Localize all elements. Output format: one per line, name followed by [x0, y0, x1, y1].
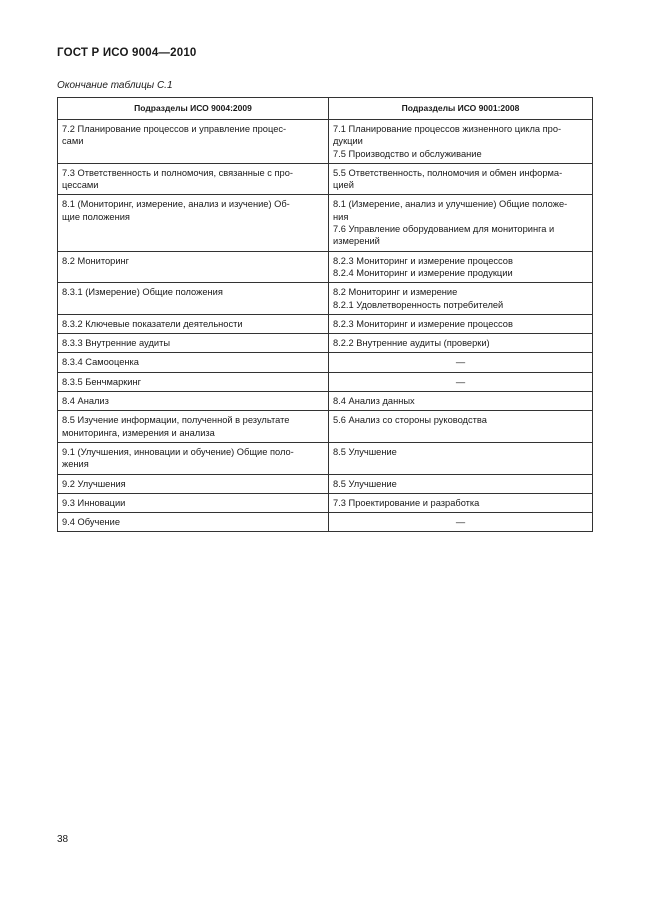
cell-text-line: 8.2.1 Удовлетворенность потребителей — [333, 299, 504, 310]
cell-text-line: 9.2 Улучшения — [62, 478, 126, 489]
cell-iso9004-subclause — [58, 195, 329, 251]
cell-iso9001-subclause — [329, 392, 593, 411]
cell-text-line: 8.1 (Измерение, анализ и улучшение) Общие положе- — [333, 199, 568, 210]
page-number: 38 — [57, 834, 69, 845]
cell-text-line: сами — [62, 136, 84, 147]
cell-text-line: мониторинга, измерения и анализа — [62, 427, 215, 438]
cell-iso9004-subclause — [58, 411, 329, 443]
cell-text-line: 8.3.3 Внутренние аудиты — [62, 338, 171, 349]
table-row — [58, 353, 593, 372]
cell-iso9001-subclause — [329, 120, 593, 164]
table-caption: Окончание таблицы С.1 — [57, 80, 173, 91]
document-code: ГОСТ Р ИСО 9004—2010 — [57, 47, 197, 59]
cell-iso9001-subclause — [329, 493, 593, 512]
table-row — [58, 334, 593, 353]
cell-iso9001-subclause — [329, 195, 593, 251]
cell-iso9004-subclause — [58, 283, 329, 315]
cell-text-line: жения — [62, 459, 89, 470]
table-row — [58, 314, 593, 333]
table-row — [58, 251, 593, 283]
table-row — [58, 392, 593, 411]
cell-text-line: 5.5 Ответственность, полномочия и обмен информа- — [333, 167, 563, 178]
no-equivalent-dash: — — [455, 357, 466, 368]
cell-text-line: 8.2.4 Мониторинг и измерение продукции — [333, 267, 513, 278]
cell-text-line: 8.2.2 Внутренние аудиты (проверки) — [333, 338, 490, 349]
cell-text-line: 8.3.2 Ключевые показатели деятельности — [62, 318, 243, 329]
cell-text-line: 7.1 Планирование процессов жизненного цикла про- — [333, 124, 562, 134]
cell-text-line: 7.5 Производство и обслуживание — [333, 148, 482, 159]
cell-iso9004-subclause — [58, 334, 329, 353]
cell-text-line: щие положения — [62, 211, 130, 222]
cell-iso9001-subclause — [329, 334, 593, 353]
column-header-iso9004: Подразделы ИСО 9004:2009 — [58, 98, 329, 120]
table-row — [58, 120, 593, 164]
cell-text-line: 9.4 Обучение — [62, 517, 121, 528]
cell-text-line: 8.2 Мониторинг и измерение — [333, 287, 458, 298]
no-equivalent-dash: — — [455, 517, 466, 528]
cell-iso9001-subclause — [329, 513, 593, 532]
no-equivalent-dash: — — [455, 376, 466, 387]
cell-iso9004-subclause — [58, 493, 329, 512]
cell-iso9004-subclause — [58, 474, 329, 493]
cell-text-line: 5.6 Анализ со стороны руководства — [333, 415, 487, 426]
cell-iso9001-subclause — [329, 442, 593, 474]
cell-text-line: цессами — [62, 180, 99, 191]
cell-text-line: 8.4 Анализ — [62, 396, 109, 407]
cell-text-line: дукции — [333, 136, 363, 147]
cell-text-line: 8.2.3 Мониторинг и измерение процессов — [333, 318, 513, 329]
cell-text-line: 8.2.3 Мониторинг и измерение процессов — [333, 255, 513, 266]
cell-text-line: 8.3.4 Самооценка — [62, 357, 139, 368]
cell-iso9001-subclause — [329, 411, 593, 443]
cell-text-line: 8.2 Мониторинг — [62, 255, 130, 266]
cell-text-line: 8.1 (Мониторинг, измерение, анализ и изучение) Об- — [62, 199, 290, 210]
table-header-row — [58, 98, 593, 120]
cell-text-line: 8.4 Анализ данных — [333, 396, 415, 407]
table-row — [58, 163, 593, 195]
cell-iso9004-subclause — [58, 251, 329, 283]
cell-text-line: 7.2 Планирование процессов и управление процес- — [62, 124, 287, 134]
cell-iso9001-subclause — [329, 283, 593, 315]
cell-iso9004-subclause — [58, 163, 329, 195]
cell-iso9004-subclause — [58, 314, 329, 333]
table-row — [58, 411, 593, 443]
cell-text-line: 7.6 Управление оборудованием для мониторинга и — [333, 224, 555, 235]
cell-iso9001-subclause — [329, 251, 593, 283]
cell-text-line: 9.1 (Улучшения, инновации и обучение) Общие поло- — [62, 446, 294, 457]
table-row — [58, 195, 593, 251]
cell-iso9001-subclause — [329, 353, 593, 372]
table-row — [58, 493, 593, 512]
cell-text-line: 8.3.1 (Измерение) Общие положения — [62, 287, 223, 298]
table-row — [58, 513, 593, 532]
cell-text-line: цией — [333, 180, 354, 191]
table-row — [58, 442, 593, 474]
cell-iso9001-subclause — [329, 372, 593, 391]
cell-iso9004-subclause — [58, 353, 329, 372]
cell-text-line: 8.5 Улучшение — [333, 446, 397, 457]
cell-iso9004-subclause — [58, 372, 329, 391]
cell-text-line: 8.3.5 Бенчмаркинг — [62, 376, 142, 387]
table-row — [58, 283, 593, 315]
table-row — [58, 372, 593, 391]
cell-iso9004-subclause — [58, 392, 329, 411]
table-row — [58, 474, 593, 493]
cell-iso9001-subclause — [329, 314, 593, 333]
cell-text-line: 7.3 Ответственность и полномочия, связанные с про- — [62, 167, 293, 178]
cell-iso9001-subclause — [329, 163, 593, 195]
cell-text-line: 9.3 Инновации — [62, 497, 126, 508]
cell-text-line: 8.5 Улучшение — [333, 478, 397, 489]
cell-iso9004-subclause — [58, 120, 329, 164]
cell-text-line: ния — [333, 211, 349, 222]
cell-text-line: 7.3 Проектирование и разработка — [333, 497, 480, 508]
mapping-table — [57, 97, 593, 532]
cell-text-line: измерений — [333, 236, 380, 247]
column-header-iso9001: Подразделы ИСО 9001:2008 — [329, 98, 593, 120]
cell-iso9004-subclause — [58, 442, 329, 474]
cell-iso9004-subclause — [58, 513, 329, 532]
cell-iso9001-subclause — [329, 474, 593, 493]
cell-text-line: 8.5 Изучение информации, полученной в результате — [62, 415, 290, 426]
